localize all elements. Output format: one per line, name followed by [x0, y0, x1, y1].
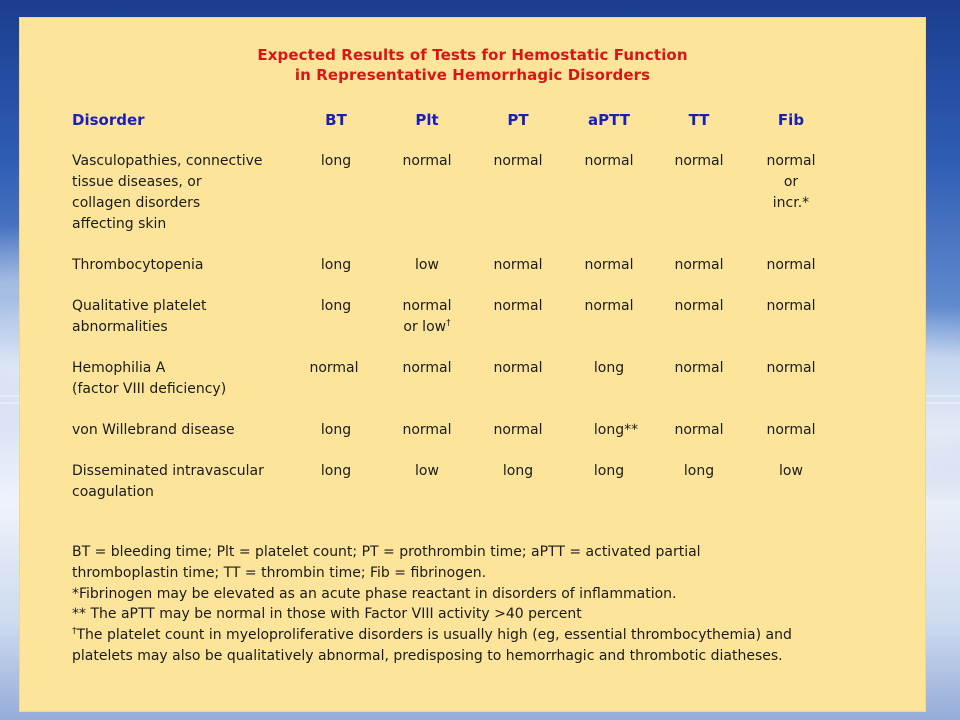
disorder-line: Vasculopathies, connective — [72, 153, 263, 169]
tt-cell: normal — [674, 422, 724, 438]
column-header-aptt: aPTT — [588, 111, 630, 129]
bt-cell: normal — [309, 360, 359, 376]
abbreviation-line: BT = bleeding time; Plt = platelet count; PT = prothrombin time; aPTT = activated partial — [72, 544, 701, 560]
disorder-line: Qualitative platelet — [72, 298, 207, 314]
title-line-2: in Representative Hemorrhagic Disorders — [294, 66, 651, 84]
fib-line: normal — [766, 153, 816, 169]
column-header-fib: Fib — [777, 111, 805, 129]
footnote-aptt: ** The aPTT may be normal in those with Factor VIII activity >40 percent — [72, 606, 582, 623]
pt-cell: normal — [493, 257, 543, 273]
aptt-cell: normal — [584, 153, 634, 169]
tt-cell: normal — [674, 257, 724, 273]
aptt-cell: long — [593, 360, 625, 376]
column-header-plt: Plt — [415, 111, 439, 129]
tt-cell: normal — [674, 360, 724, 376]
plt-line: normal — [402, 153, 452, 169]
column-header-pt: PT — [507, 111, 529, 129]
disorder-line: affecting skin — [72, 216, 167, 232]
plt-line: low — [415, 257, 439, 273]
tt-cell: long — [683, 463, 715, 479]
bt-cell: long — [320, 463, 352, 479]
footnote-platelet-continued: platelets may also be qualitatively abnormal, predisposing to hemorrhagic and thrombotic diatheses. — [72, 647, 783, 664]
bt-cell: long — [320, 298, 352, 314]
pt-cell: normal — [493, 360, 543, 376]
footnote-fibrinogen: *Fibrinogen may be elevated as an acute phase reactant in disorders of inflammation. — [72, 585, 677, 602]
disorder-cell — [72, 461, 264, 503]
disorder-line: collagen disorders — [72, 195, 201, 211]
column-header-disorder: Disorder — [72, 111, 145, 129]
fib-line: normal — [766, 257, 816, 273]
tt-cell: normal — [674, 298, 724, 314]
fib-line: normal — [766, 298, 816, 314]
bt-cell: long — [320, 257, 352, 273]
disorder-line: tissue diseases, or — [72, 174, 202, 190]
aptt-cell: long** — [593, 422, 639, 438]
disorder-line: Hemophilia A — [72, 360, 166, 376]
fib-line: incr.* — [772, 195, 810, 211]
disorder-line: Disseminated intravascular — [72, 463, 264, 479]
pt-cell: normal — [493, 422, 543, 438]
disorder-cell — [72, 151, 263, 235]
disorder-cell — [72, 296, 207, 338]
tt-cell: normal — [674, 153, 724, 169]
plt-cell — [415, 255, 439, 276]
disorder-cell — [72, 358, 226, 400]
plt-line: normal — [402, 298, 452, 314]
column-header-tt: TT — [688, 111, 710, 129]
fib-line: or — [783, 174, 799, 190]
plt-cell — [402, 296, 451, 338]
footnote-platelet — [72, 625, 792, 646]
disorder-cell — [72, 255, 203, 276]
table-panel — [19, 17, 926, 712]
fib-cell — [766, 151, 815, 214]
plt-line: normal — [402, 360, 452, 376]
abbreviation-line: thromboplastin time; TT = thrombin time; Fib = fibrinogen. — [72, 564, 487, 581]
pt-cell: normal — [493, 298, 543, 314]
footnotes — [72, 542, 792, 667]
plt-value: or low — [403, 319, 447, 335]
fib-cell — [766, 296, 815, 317]
pt-cell: long — [502, 463, 534, 479]
aptt-cell: normal — [584, 298, 634, 314]
page-title — [19, 45, 926, 85]
disorder-cell — [72, 420, 235, 441]
disorder-line: abnormalities — [72, 319, 168, 335]
fib-line: normal — [766, 360, 816, 376]
pt-cell: normal — [493, 153, 543, 169]
bt-cell: long — [320, 153, 352, 169]
fib-cell — [766, 358, 815, 379]
plt-cell — [402, 420, 451, 441]
bt-cell: long — [320, 422, 352, 438]
disorder-line: (factor VIII deficiency) — [72, 381, 227, 397]
dagger-mark: † — [446, 318, 451, 329]
fib-cell — [766, 420, 815, 441]
plt-cell — [402, 151, 451, 172]
plt-line: low — [415, 463, 439, 479]
footnote-platelet-text: The platelet count in myeloproliferative disorders is usually high (eg, essential thrombocythemia) and — [76, 627, 792, 644]
column-header-bt: BT — [325, 111, 347, 129]
disorder-line: Thrombocytopenia — [72, 257, 204, 273]
fib-line: low — [779, 463, 803, 479]
disorder-line: von Willebrand disease — [72, 422, 235, 438]
disorder-line: coagulation — [72, 484, 154, 500]
aptt-cell: long — [593, 463, 625, 479]
plt-cell — [402, 358, 451, 379]
plt-line: normal — [402, 422, 452, 438]
plt-cell — [415, 461, 439, 482]
dagger-mark: † — [72, 626, 77, 637]
fib-cell — [766, 255, 815, 276]
title-line-1: Expected Results of Tests for Hemostatic Function — [257, 46, 688, 64]
plt-line — [402, 317, 451, 338]
aptt-cell: normal — [584, 257, 634, 273]
fib-cell — [779, 461, 803, 482]
fib-line: normal — [766, 422, 816, 438]
